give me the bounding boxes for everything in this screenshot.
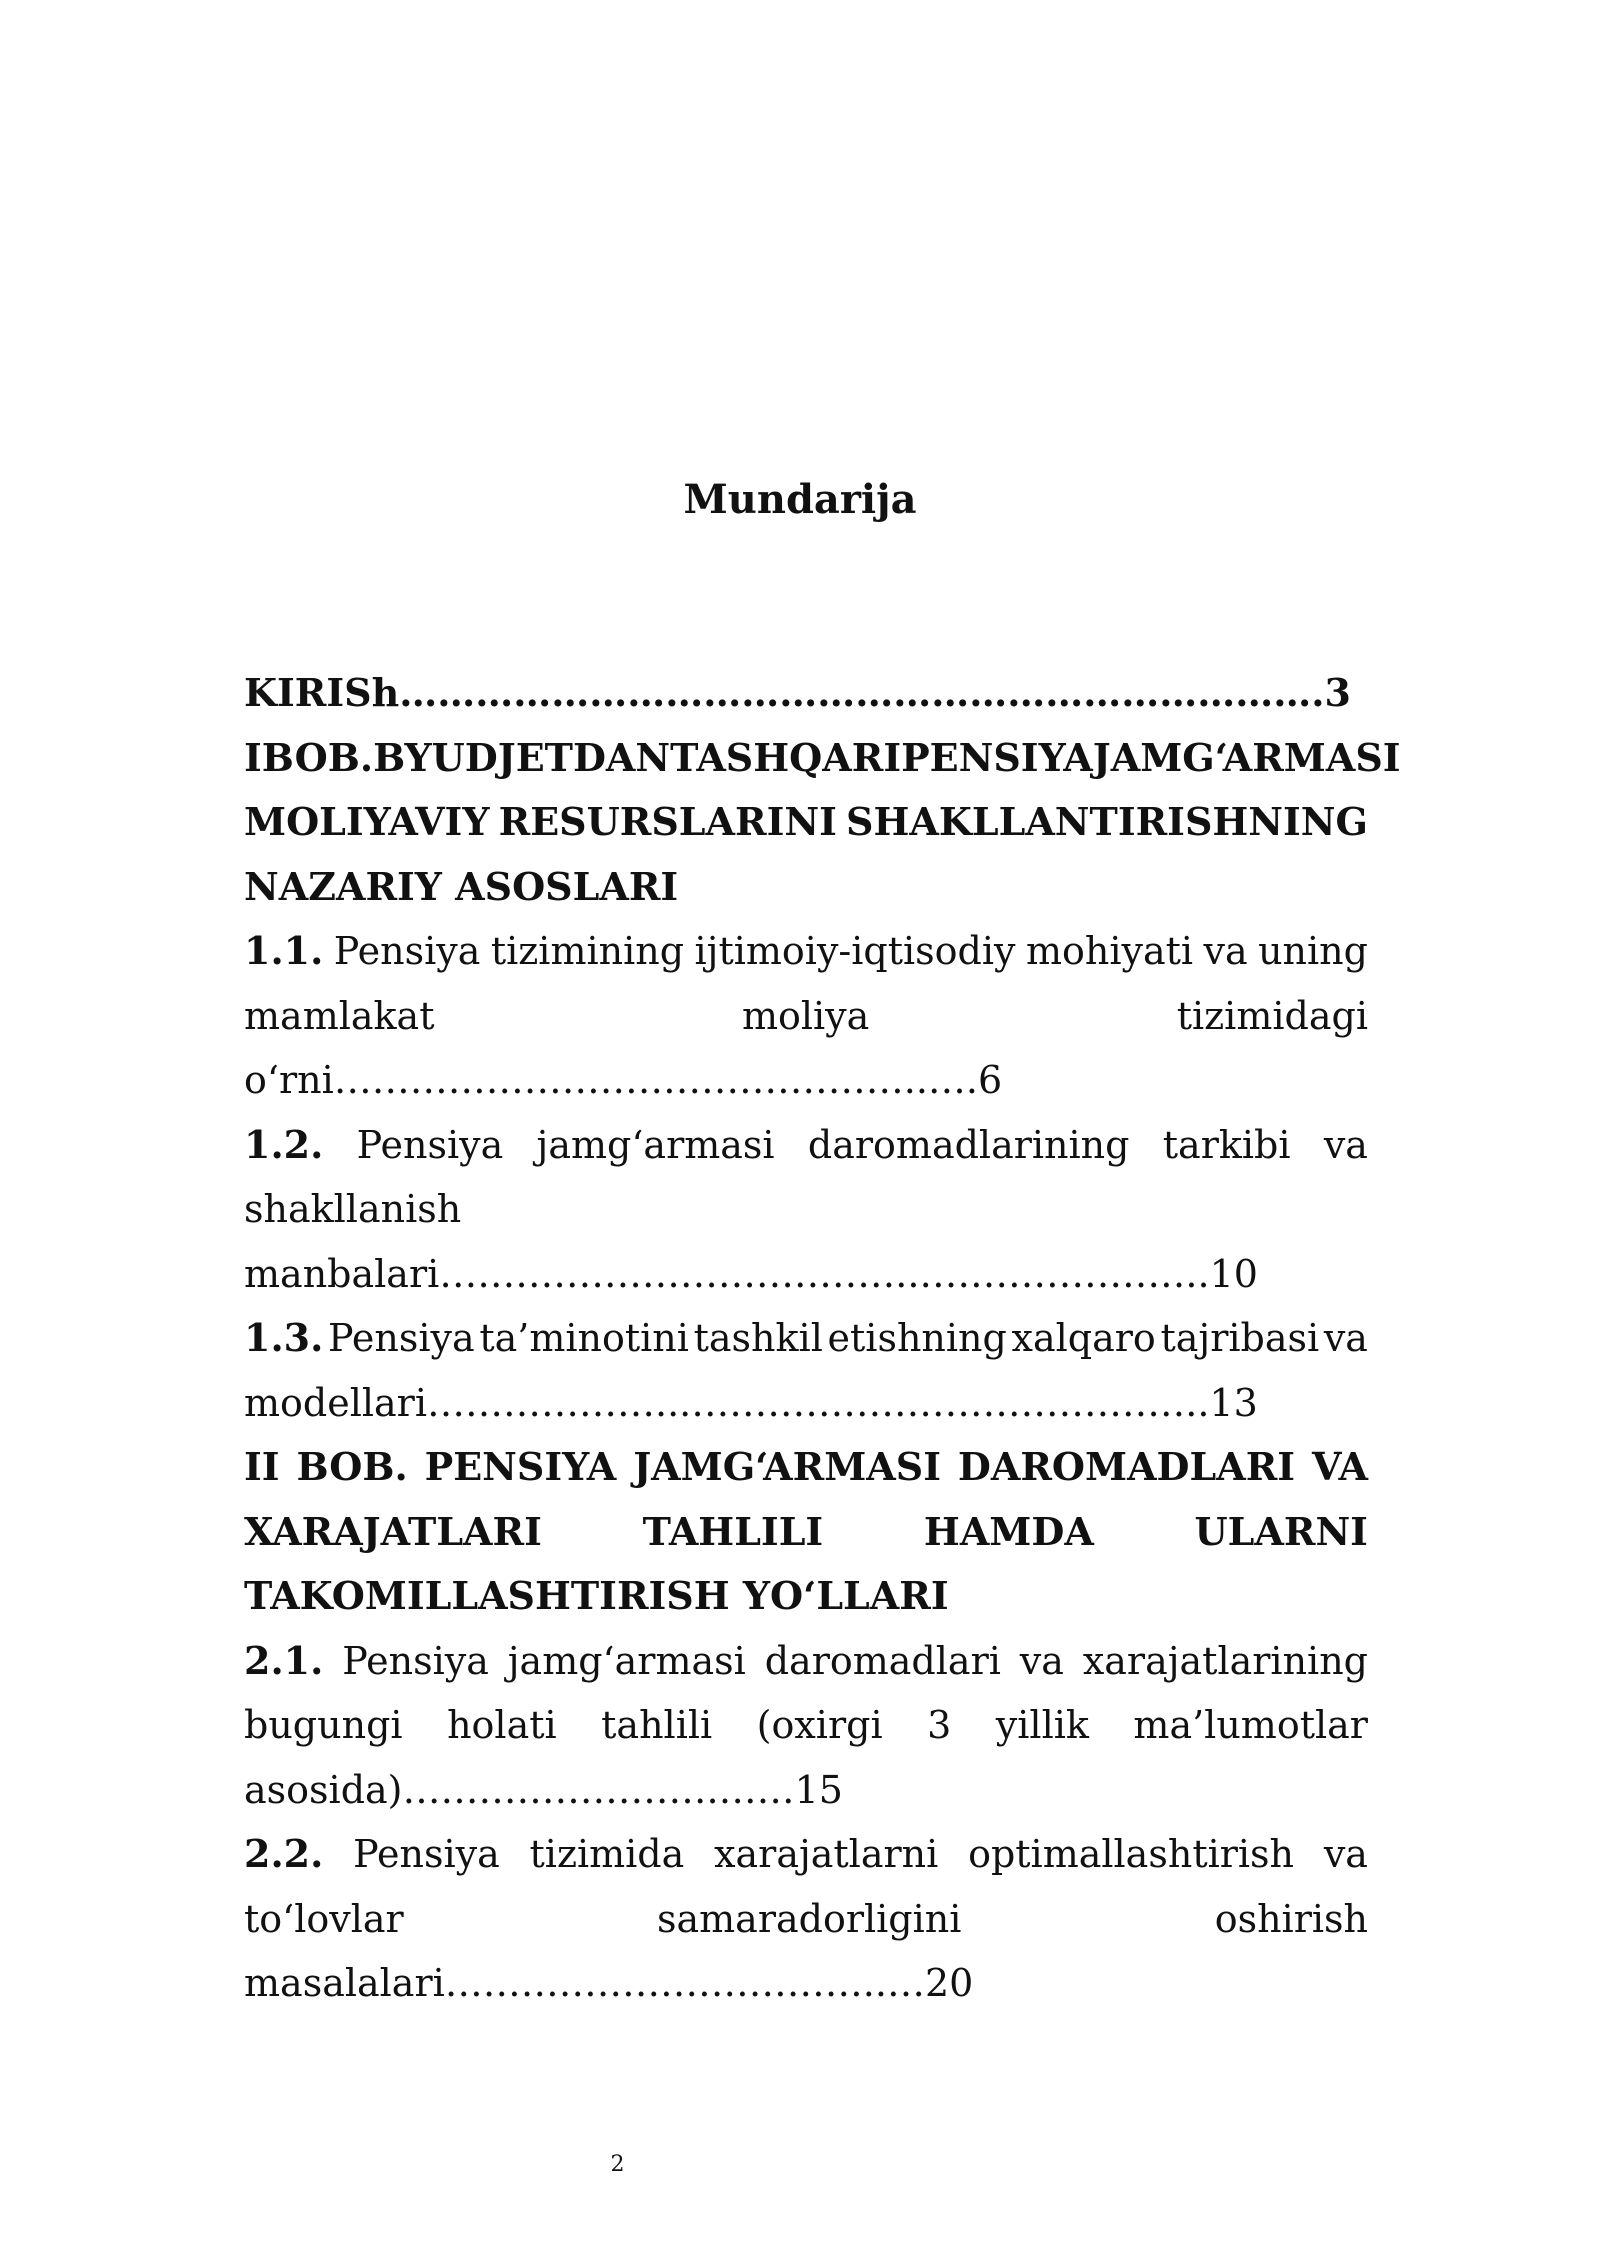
toc-word: II: [244, 1444, 280, 1489]
toc-word: tajribasi: [1160, 1316, 1320, 1360]
toc-word: oshirish: [1214, 1896, 1368, 1941]
toc-word: etishning: [827, 1316, 1007, 1360]
toc-word: Pensiya: [356, 1122, 504, 1167]
toc-word: uning: [1258, 929, 1368, 973]
toc-word: BOB.: [296, 1444, 408, 1489]
toc-word: to‘lovlar: [244, 1896, 404, 1941]
toc-word: tashkil: [693, 1316, 823, 1360]
toc-word: va: [1203, 929, 1248, 973]
toc-word: TASHQARI: [670, 734, 902, 780]
toc-section-number: 2.2.: [244, 1831, 324, 1876]
toc-section-1-2-line-1[interactable]: [244, 1113, 1368, 1178]
toc-chapter-2-line-1[interactable]: [244, 1435, 1368, 1500]
toc-word: JAMG‘ARMASI: [633, 1444, 941, 1489]
toc-word: HAMDA: [923, 1508, 1094, 1554]
toc-word: XARAJATLARI: [244, 1508, 542, 1554]
toc-chapter-1-line-3[interactable]: NAZARIY ASOSLARI: [244, 863, 679, 909]
toc-word: tizimining: [490, 929, 685, 973]
toc-word: Pensiya: [328, 1316, 475, 1360]
toc-word: xarajatlarining: [1082, 1638, 1368, 1683]
toc-section-2-1-line-1[interactable]: [244, 1629, 1368, 1694]
toc-section-2-2-line-1[interactable]: [244, 1822, 1368, 1887]
toc-word: optimallashtirish: [968, 1832, 1295, 1876]
toc-word: mamlakat: [244, 993, 435, 1038]
toc-word: BYUDJETDAN: [373, 734, 671, 780]
toc-word: VA: [1311, 1444, 1368, 1489]
toc-word: I: [244, 734, 262, 780]
toc-section-number: 1.2.: [244, 1121, 324, 1167]
toc-section-2-2-line-3[interactable]: masalalari……………………………..…20: [244, 1961, 974, 2005]
toc-word: Pensiya: [353, 1832, 500, 1876]
toc-word: 3: [927, 1703, 952, 1747]
toc-word: ULARNI: [1194, 1508, 1368, 1554]
toc-section-1-2-line-2[interactable]: shakllanish: [244, 1187, 462, 1231]
toc-word: va: [1323, 1316, 1368, 1360]
toc-section-1-3-line-2[interactable]: modellari………………...…………………………………..13: [244, 1380, 1258, 1425]
toc-section-number: 2.1.: [244, 1637, 324, 1683]
toc-section-2-2-line-2[interactable]: [244, 1887, 1368, 1952]
toc-word: TAHLILI: [642, 1508, 824, 1554]
toc-word: tizimidagi: [1176, 993, 1368, 1038]
toc-section-2-1-line-2[interactable]: [244, 1693, 1368, 1758]
toc-word: bugungi: [244, 1703, 403, 1747]
toc-word: Pensiya: [342, 1638, 489, 1683]
toc-word: moliya: [741, 993, 870, 1038]
toc-word: jamg‘armasi: [536, 1122, 775, 1167]
toc-word: MOLIYAVIY: [244, 799, 490, 844]
page-title: Mundarija: [683, 476, 917, 523]
toc-section-number: 1.1.: [244, 928, 324, 973]
toc-word: ma’lumotlar: [1133, 1703, 1368, 1747]
toc-word: xalqaro: [1011, 1316, 1156, 1360]
toc-section-1-1-line-2[interactable]: [244, 984, 1368, 1049]
toc-word: (oxirgi: [756, 1703, 883, 1747]
toc-word: mohiyati: [1025, 929, 1194, 973]
toc-word: daromadlari: [764, 1638, 1001, 1683]
toc-word: tarkibi: [1162, 1122, 1291, 1167]
page-number: 2: [610, 2152, 625, 2177]
toc-word: SHAKLLANTIRISHNING: [846, 799, 1368, 844]
toc-word: samaradorligini: [656, 1896, 962, 1941]
toc-section-1-2-line-3[interactable]: manbalari………………………………..…………………..10: [244, 1251, 1258, 1296]
toc-word: Pensiya: [333, 929, 481, 973]
toc-chapter-2-line-3[interactable]: TAKOMILLASHTIRISH YO‘LLARI: [244, 1573, 949, 1618]
toc-word: xarajatlarni: [714, 1832, 939, 1876]
toc-word: jamg‘armasi: [507, 1638, 746, 1683]
toc-word: yillik: [995, 1703, 1089, 1747]
toc-chapter-1-line-2[interactable]: [244, 790, 1368, 855]
toc-word: tizimida: [529, 1832, 685, 1876]
toc-word: PENSIYA: [901, 734, 1093, 780]
toc-word: JAMG‘ARMASI: [1092, 734, 1401, 780]
toc-section-1-1-line-3[interactable]: o‘rni………………………………………..….6: [244, 1058, 1003, 1102]
toc-word: ta’minotini: [479, 1316, 689, 1360]
toc-word: RESURSLARINI: [498, 799, 837, 844]
table-of-contents: [244, 661, 1401, 2016]
toc-word: holati: [447, 1703, 557, 1747]
toc-word: daromadlarining: [807, 1122, 1130, 1167]
toc-entry-kirish[interactable]: KIRISh……………………………………………………………….3: [244, 670, 1351, 715]
toc-section-2-1-line-3[interactable]: asosida)…………………….……15: [244, 1767, 843, 1812]
toc-word: ijtimoiy-iqtisodiy: [694, 929, 1016, 973]
toc-word: PENSIYA: [424, 1444, 617, 1489]
toc-section-1-3-line-1[interactable]: [244, 1306, 1368, 1371]
toc-chapter-1-line-1[interactable]: [244, 726, 1401, 791]
toc-word: va: [1019, 1638, 1064, 1683]
toc-word: va: [1323, 1122, 1368, 1167]
toc-chapter-2-line-2[interactable]: [244, 1500, 1368, 1565]
toc-word: DAROMADLARI: [957, 1444, 1296, 1489]
toc-section-1-1-line-1[interactable]: [244, 919, 1368, 984]
toc-section-number: 1.3.: [244, 1315, 324, 1360]
toc-word: va: [1323, 1832, 1368, 1876]
toc-word: BOB.: [261, 734, 374, 780]
toc-word: tahlili: [601, 1703, 713, 1747]
